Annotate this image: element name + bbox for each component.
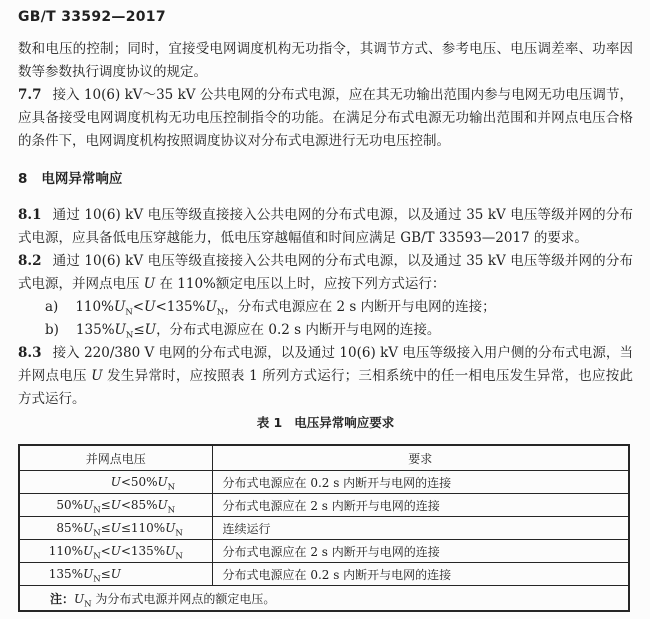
clause-8-3-number: 8.3 xyxy=(18,345,42,361)
section-8-heading xyxy=(18,170,633,188)
clause-8-2-text: 通过 10(6) kV 电压等级直接接入公共电网的分布式电源，以及通过 35 kV 电压等级并网的分布式电源，并网点电压 U 在 110%额定电压以上时，应按下列方式运行： xyxy=(18,253,633,292)
clause-8-1 xyxy=(18,204,633,250)
clause-7-7-text: 接入 10(6) kV～35 kV 公共电网的分布式电源，应在其无功输出范围内参与电网无功电压调节，应具备接受电网调度机构无功电压控制指令的功能。在满足分布式电源无功输出范围和并网点电压合格的条件下，电网调度机构按照调度协议对分布式电源进行无功电压控制。 xyxy=(18,87,633,149)
table-row xyxy=(19,563,629,586)
doc-number: GB/T 33592—2017 xyxy=(18,9,166,25)
table-note-row xyxy=(19,586,629,612)
table-1-caption xyxy=(18,414,633,432)
clause-8-3 xyxy=(18,342,633,411)
table-header-requirement: 要求 xyxy=(212,445,629,471)
table-row xyxy=(19,494,629,517)
table-note-text: $U_N$ 为分布式电源并网点的额定电压。 xyxy=(74,591,276,609)
requirement-cell: 分布式电源应在 0.2 s 内断开与电网的连接 xyxy=(212,471,629,494)
list-item-a xyxy=(18,296,633,319)
requirement-cell: 分布式电源应在 2 s 内断开与电网的连接 xyxy=(212,540,629,563)
clause-7-7 xyxy=(18,84,633,153)
voltage-cell: $50\%U_N\le$ U $<85\%U_N$ xyxy=(19,494,212,517)
table-row xyxy=(19,517,629,540)
table-1-caption-title: 电压异常响应要求 xyxy=(294,415,395,430)
clause-8-1-number: 8.1 xyxy=(18,207,42,223)
list-item-b xyxy=(18,319,633,342)
voltage-cell: $110\%U_N<$ U $<135\%U_N$ xyxy=(19,540,212,563)
requirement-cell: 分布式电源应在 2 s 内断开与电网的连接 xyxy=(212,494,629,517)
clause-7-7-number: 7.7 xyxy=(18,87,42,103)
table-header-voltage: 并网点电压 xyxy=(19,445,212,471)
table-row xyxy=(19,471,629,494)
voltage-cell: $135\%U_N\le$ U xyxy=(19,563,212,586)
table-note-label: 注： xyxy=(50,591,75,606)
section-8-title: 电网异常响应 xyxy=(41,171,123,187)
table-header-row xyxy=(19,445,629,471)
clause-8-1-text: 通过 10(6) kV 电压等级直接接入公共电网的分布式电源，以及通过 35 kV 电压等级并网的分布式电源，应具备低电压穿越能力，低电压穿越幅值和时间应满足 GB/T 33593—2017 的要求。 xyxy=(18,207,633,246)
table-note-cell xyxy=(19,586,629,612)
list-item-a-label: a) xyxy=(45,299,59,315)
voltage-cell: $85\%U_N\le$ U $\le 110\%U_N$ xyxy=(19,517,212,540)
clause-8-2 xyxy=(18,250,633,296)
list-item-b-label: b) xyxy=(45,322,59,338)
voltage-response-table xyxy=(18,444,630,612)
voltage-cell: U $<50\%U_N$ xyxy=(19,471,212,494)
requirement-cell: 分布式电源应在 0.2 s 内断开与电网的连接 xyxy=(212,563,629,586)
paragraph-intro xyxy=(18,38,633,84)
clause-8-3-text: 接入 220/380 V 电网的分布式电源，以及通过 10(6) kV 电压等级接入用户侧的分布式电源，当并网点电压 U 发生异常时，应按照表 1 所列方式运行；三相系统中的任一相电压发生异常，也应按此方式运行。 xyxy=(18,345,634,407)
paragraph-intro-text: 数和电压的控制；同时，宜接受电网调度机构无功指令，其调节方式、参考电压、电压调差率、功率因数等参数执行调度协议的规定。 xyxy=(18,41,633,80)
list-item-b-text: $135\%U_N\le U$，分布式电源应在 0.2 s 内断开与电网的连接。 xyxy=(75,322,441,341)
table-row xyxy=(19,540,629,563)
list-item-a-text: $110\%U_N<U<135\%U_N$，分布式电源应在 2 s 内断开与电网的连接； xyxy=(75,299,496,318)
requirement-cell: 连续运行 xyxy=(212,517,629,540)
section-8-number: 8 xyxy=(18,171,28,187)
table-1-caption-label: 表 1 xyxy=(256,415,283,430)
clause-8-2-number: 8.2 xyxy=(18,253,42,269)
